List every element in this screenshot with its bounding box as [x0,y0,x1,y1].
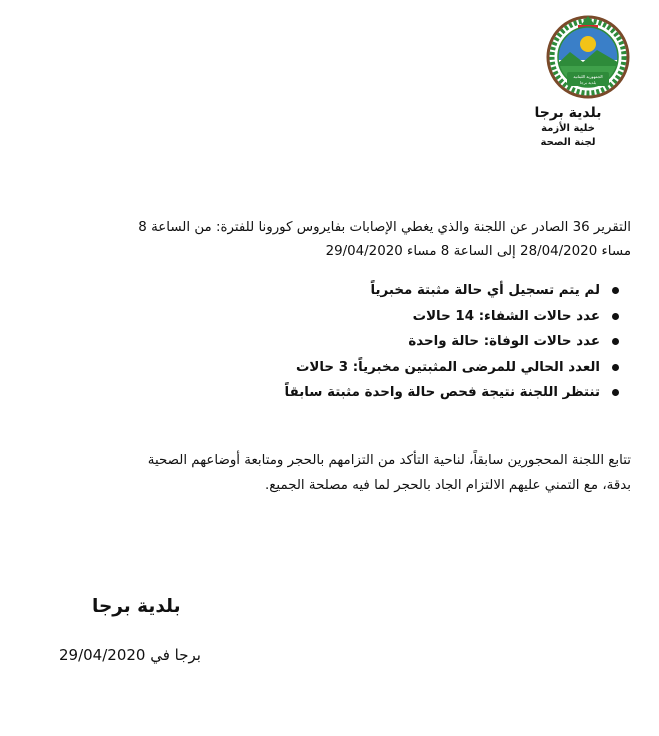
list-item [40,380,619,406]
followup-line-2: بدقة، مع التمني عليهم الالتزام الجاد بالحجر لما فيه مصلحة الجميع. [265,478,631,493]
bullet-text: لم يتم تسجيل أي حالة مثبتة مخبرياً [370,283,600,298]
bullet-icon [612,313,619,320]
logo-top-text: الجمهورية اللبنانية [573,74,603,79]
municipality-logo [545,14,631,100]
health-committee-line: لجنة الصحة [540,137,596,148]
list-item [40,278,619,304]
report-bullet-list [40,278,619,406]
municipality-title: بلدية برجا [534,105,602,121]
bullet-text: تنتظر اللجنة نتيجة فحص حالة واحدة مثبتة سابقاً [284,385,600,400]
bullet-icon [612,338,619,345]
municipality-seal-icon [545,14,631,100]
list-item [40,355,619,381]
intro-line-1: التقرير 36 الصادر عن اللجنة والذي يغطي الإصابات بفايروس كورونا للفترة: من الساعة 8 [138,220,631,235]
intro-line-2: مساء 28/04/2020 إلى الساعة 8 مساء 29/04/2020 [325,244,631,259]
logo-bottom-text: بلدية برجا [579,80,597,85]
bullet-icon [612,287,619,294]
bullet-text: عدد حالات الشفاء: 14 حالات [412,308,600,324]
followup-paragraph [40,448,631,498]
crisis-cell-line: خلية الأزمة [541,123,595,134]
bullet-text: العدد الحالي للمرضى المثبتين مخبرياً: 3 حالات [295,359,600,375]
header-block [523,104,613,150]
bullet-icon [612,389,619,396]
bullet-icon [612,364,619,371]
signature-name: بلدية برجا [92,596,181,617]
followup-line-1: تتابع اللجنة المحجورين سابقاً، لناحية التأكد من التزامهم بالحجر ومتابعة أوضاعهم الصحية [147,453,631,468]
signature-date: برجا في 29/04/2020 [59,646,201,664]
report-intro [40,216,631,264]
list-item [40,329,619,355]
bullet-text: عدد حالات الوفاة: حالة واحدة [408,334,600,349]
list-item [40,304,619,330]
